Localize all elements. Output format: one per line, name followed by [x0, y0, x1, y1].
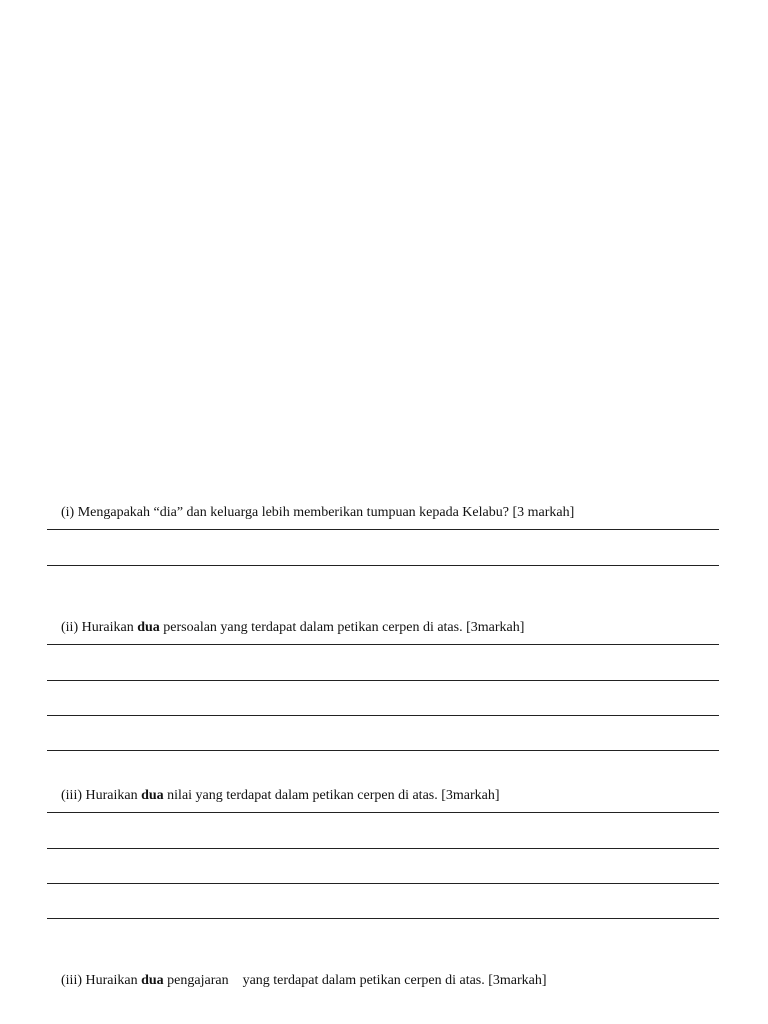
answer-line[interactable] — [47, 750, 719, 751]
answer-line[interactable] — [47, 680, 719, 681]
question-1-number: (i) — [61, 505, 75, 520]
answer-line[interactable] — [47, 715, 719, 716]
question-2-bold-word: dua — [137, 620, 160, 635]
question-2-text-after: persoalan yang terdapat dalam petikan cerpen di atas. [3markah] — [159, 620, 525, 635]
question-2-text-before: Huraikan — [78, 620, 138, 635]
answer-line[interactable] — [47, 529, 719, 530]
question-4-number: (iii) — [61, 973, 82, 988]
question-4-bold-word: dua — [141, 973, 164, 988]
answer-line[interactable] — [47, 644, 719, 645]
question-3-bold-word: dua — [141, 788, 164, 803]
question-1-text: Mengapakah “dia” dan keluarga lebih memberikan tumpuan kepada Kelabu? [3 markah] — [74, 505, 575, 520]
answer-line[interactable] — [47, 565, 719, 566]
answer-line[interactable] — [47, 883, 719, 884]
question-3-text-after: nilai yang terdapat dalam petikan cerpen di atas. [3markah] — [163, 788, 500, 803]
question-4-text-after: pengajaran yang terdapat dalam petikan cerpen di atas. [3markah] — [163, 973, 547, 988]
question-3-text-before: Huraikan — [82, 788, 142, 803]
question-4 — [47, 957, 547, 1005]
question-3-number: (iii) — [61, 788, 82, 803]
question-2-number: (ii) — [61, 620, 79, 635]
answer-line[interactable] — [47, 848, 719, 849]
question-4-text-before: Huraikan — [82, 973, 142, 988]
answer-line[interactable] — [47, 918, 719, 919]
answer-line[interactable] — [47, 812, 719, 813]
